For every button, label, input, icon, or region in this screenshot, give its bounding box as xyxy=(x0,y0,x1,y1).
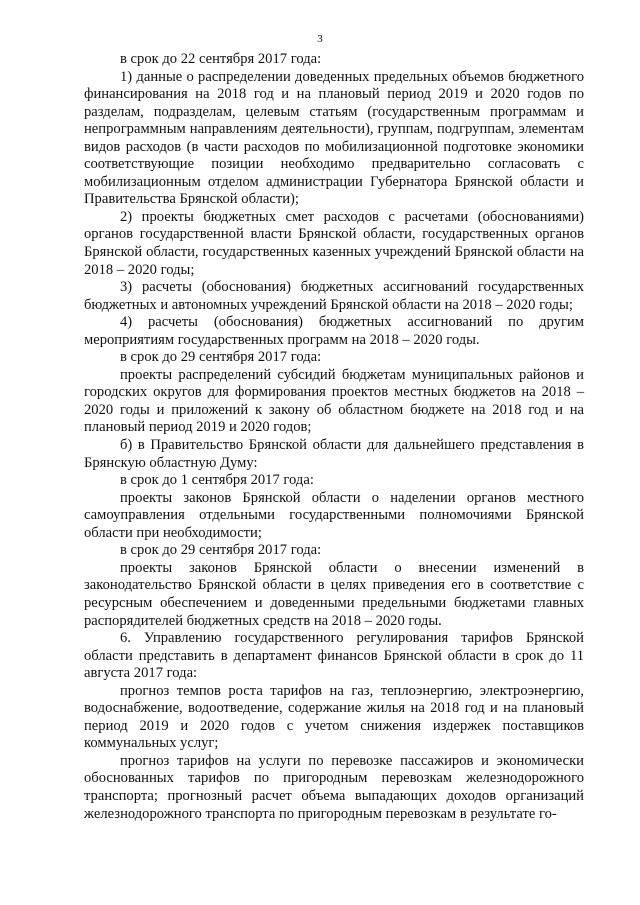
paragraph: 3) расчеты (обоснования) бюджетных ассигнований государственных бюджетных и автономных учреждений Брянской области на 2018 – 2020 годы; xyxy=(84,279,584,313)
paragraph: прогноз тарифов на услуги по перевозке пассажиров и экономически обоснованных тарифов по пригородным перевозкам железнодорожного транспорта; прогнозный расчет объема выпадающих доходов организаций железнодорожного транспорта по пригородным перевозкам в результате го- xyxy=(84,752,584,822)
paragraph: прогноз темпов роста тарифов на газ, теплоэнергию, электроэнергию, водоснабжение, водоотведение, содержание жилья на 2018 год и на плановый период 2019 и 2020 годов с учетом снижения издержек поставщиков коммунальных услуг; xyxy=(84,682,584,752)
paragraph: 1) данные о распределении доведенных предельных объемов бюджетного финансирования на 2018 год и на плановый период 2019 и 2020 годов по разделам, подразделам, целевым статьям (государственным программам и непрограммным направлениям деятельности), группам, подгруппам, элементам видов расходов (в части расходов по мобилизационной подготовке экономики соответствующие позиции необходимо предварительно согласовать с мобилизационным отделом администрации Губернатора Брянской области и Правительства Брянской области); xyxy=(84,68,584,208)
paragraph: б) в Правительство Брянской области для дальнейшего представления в Брянскую областную Думу: xyxy=(84,437,584,471)
paragraph: проекты распределений субсидий бюджетам муниципальных районов и городских округов для формирования проектов местных бюджетов на 2018 – 2020 годы и приложений к закону об областном бюджете на 2018 год и на плановый период 2019 и 2020 годов; xyxy=(84,366,584,436)
paragraph: проекты законов Брянской области о внесении изменений в законодательство Брянской области в целях приведения его в соответствие с ресурсным обеспечением и доведенными предельными бюджетами главных распорядителей бюджетных средств на 2018 – 2020 годы. xyxy=(84,559,584,629)
paragraph: в срок до 22 сентября 2017 года: xyxy=(120,51,322,67)
paragraph: в срок до 29 сентября 2017 года: xyxy=(120,349,322,366)
paragraph: 6. Управлению государственного регулирования тарифов Брянской области представить в департамент финансов Брянской области в срок до 11 августа 2017 года: xyxy=(84,630,584,682)
document-body xyxy=(84,51,584,823)
page-number: 3 xyxy=(317,33,323,45)
paragraph: в срок до 29 сентября 2017 года: xyxy=(120,542,322,559)
paragraph: 2) проекты бюджетных смет расходов с расчетами (обоснованиями) органов государственной власти Брянской области, государственных органов Брянской области, государственных казенных учреждений Брянской области на 2018 – 2020 годы; xyxy=(84,208,584,278)
paragraph: в срок до 1 сентября 2017 года: xyxy=(120,472,314,489)
paragraph: 4) расчеты (обоснования) бюджетных ассигнований по другим мероприятиям государственных программ на 2018 – 2020 годы. xyxy=(84,314,584,348)
paragraph: проекты законов Брянской области о наделении органов местного самоуправления отдельными государственными полномочиями Брянской области при необходимости; xyxy=(84,489,584,541)
